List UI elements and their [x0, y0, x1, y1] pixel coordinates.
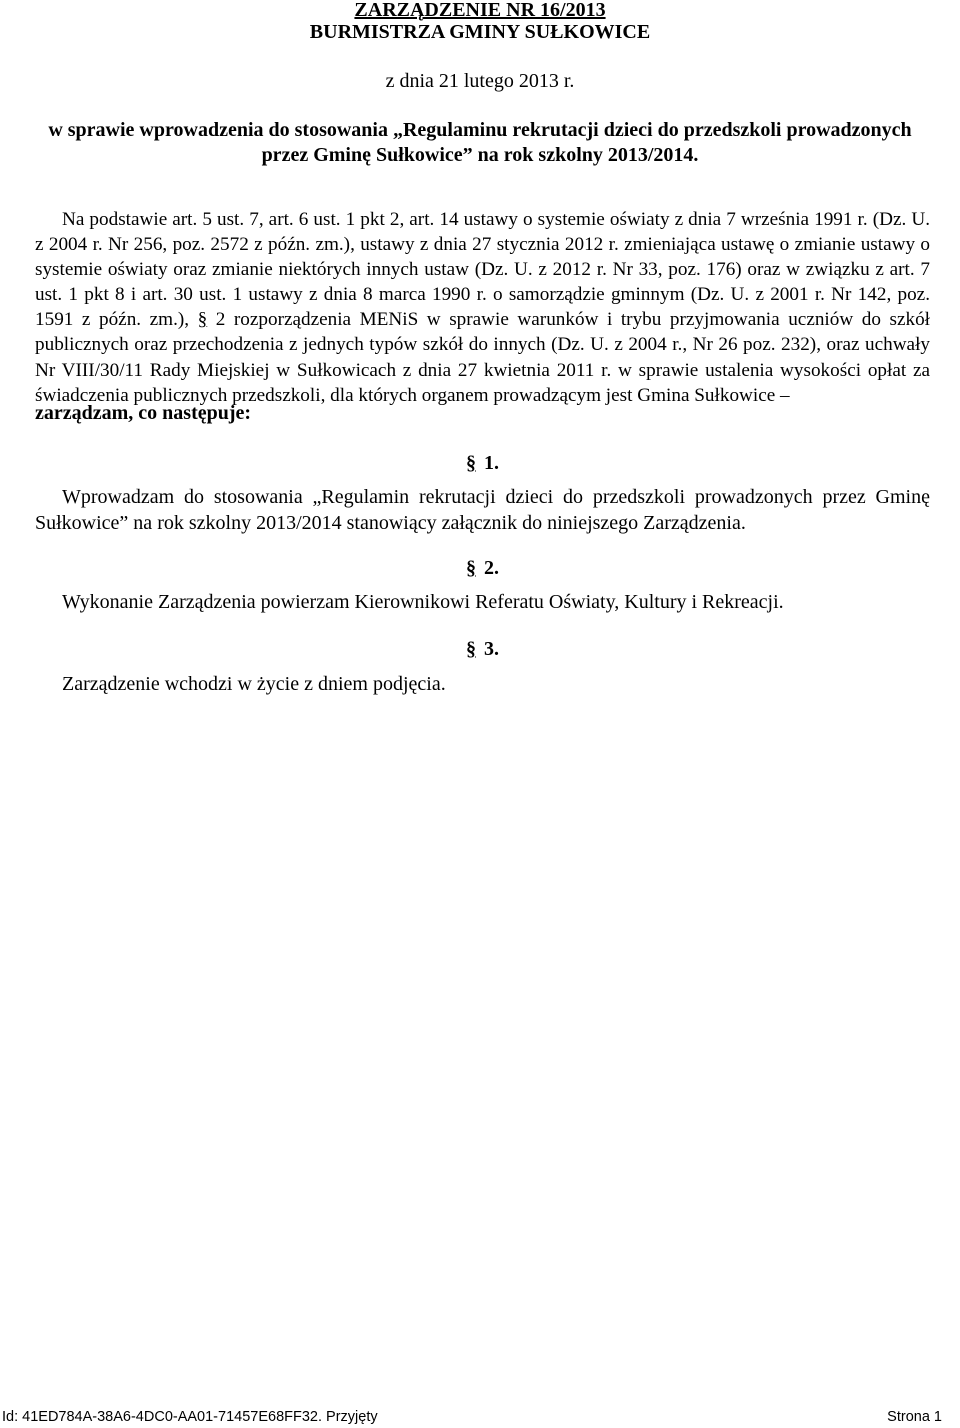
document-issuer: BURMISTRZA GMINY SUŁKOWICE — [309, 21, 651, 43]
document-date: z dnia 21 lutego 2013 r. — [385, 70, 575, 92]
page-footer — [0, 1406, 960, 1428]
paragraph-2-text: Wykonanie Zarządzenia powierzam Kierownikowi Referatu Oświaty, Kultury i Rekreacji. — [62, 591, 784, 613]
page-number: Strona 1 — [887, 1409, 942, 1425]
paragraph-1-text: Wprowadzam do stosowania „Regulamin rekrutacji dzieci do przedszkoli prowadzonych przez Gminę Sułkowice” na rok szkolny 2013/2014 stanowiący załącznik do niniejszego Zarządzenia. — [35, 486, 930, 534]
paragraph-2 — [35, 590, 930, 616]
paragraph-2-number-text: 2. — [484, 557, 499, 579]
paragraph-3-number-text: 3. — [484, 638, 499, 660]
legal-basis-text-2: 2 rozporządzenia MENiS w sprawie warunków i trybu przyjmowania uczniów do szkół publicznych oraz przechodzenia z jednych typów szkół do innych (Dz. U. z 2004 r., Nr 26 poz. 232), oraz uchwały Nr VIII/30/11 Rady Miejskiej w Sułkowicach z dnia 27 kwietnia 2011 r. w sprawie ustalenia wysokości opłat za świadczenia publicznych przedszkoli, dla których organem prowadzącym jest Gmina Sułkowice – — [35, 309, 930, 406]
paragraph-1 — [35, 485, 930, 536]
paragraph-2-number — [463, 557, 499, 580]
paragraph-3-number — [463, 638, 499, 661]
document-id: Id: 41ED784A-38A6-4DC0-AA01-71457E68FF32. Przyjęty — [2, 1409, 378, 1425]
paragraph-3 — [35, 672, 930, 698]
decree-statement: zarządzam, co następuje: — [35, 402, 252, 424]
paragraph-3-symbol: § — [466, 638, 476, 660]
paragraph-1-number — [463, 452, 499, 475]
legal-basis-text-1: Na podstawie art. 5 ust. 7, art. 6 ust. 1 pkt 2, art. 14 ustawy o systemie oświaty z dnia 7 września 1991 r. (Dz. U. z 2004 r. Nr 256, poz. 2572 z późn. zm.), ustawy z dnia 27 stycznia 2012 r. zmieniająca ustawę o zmianie ustawy o systemie oświaty oraz zmianie niektórych innych ustaw (Dz. U. z 2012 r. Nr 33, poz. 176) oraz w związku z art. 7 ust. 1 pkt 8 i art. 30 ust. 1 ustawy z dnia 8 marca 1990 r. o samorządzie gminnym (Dz. U. z 2001 r. Nr 142, poz. 1591 z późn. zm.), — [35, 209, 930, 331]
document-subject: w sprawie wprowadzenia do stosowania „Regulaminu rekrutacji dzieci do przedszkoli prowadzonych przez Gminę Sułkowice” na rok szkolny 2013/2014. — [48, 119, 912, 166]
paragraph-1-number-text: 1. — [484, 452, 499, 474]
legal-basis — [35, 207, 930, 408]
paragraph-3-text: Zarządzenie wchodzi w życie z dniem podjęcia. — [62, 673, 446, 695]
paragraph-1-symbol: § — [466, 452, 476, 474]
paragraph-2-symbol: § — [466, 557, 476, 579]
section-symbol: § — [197, 309, 208, 331]
document-title: ZARZĄDZENIE NR 16/2013 — [354, 0, 606, 21]
